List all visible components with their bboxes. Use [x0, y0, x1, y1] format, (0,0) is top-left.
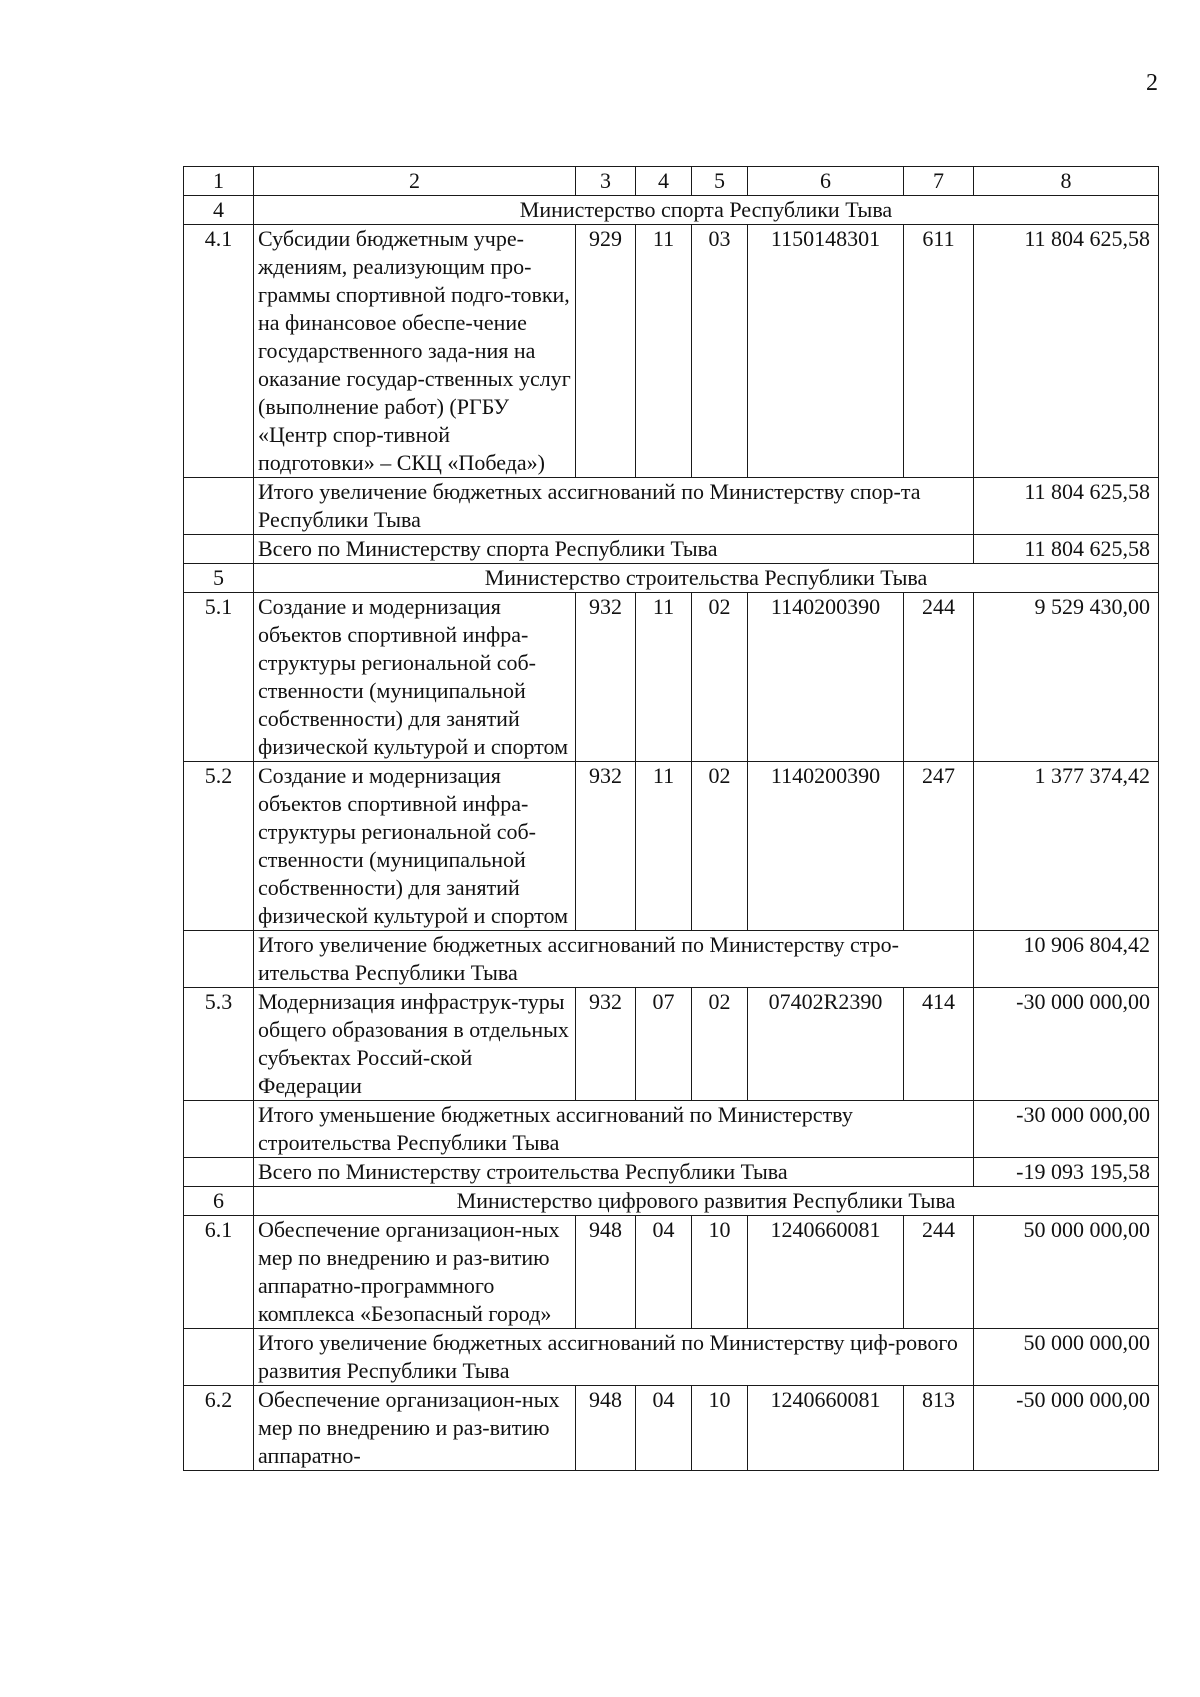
row-number: 6.1: [184, 1216, 254, 1329]
column-header: 8: [974, 167, 1159, 196]
subtotal-row: [184, 1101, 1159, 1158]
subtotal-amount: 11 804 625,58: [974, 478, 1159, 535]
cell-code: 1150148301: [748, 225, 904, 478]
empty-cell: [184, 1329, 254, 1386]
row-number: 5.1: [184, 593, 254, 762]
total-amount: 11 804 625,58: [974, 535, 1159, 564]
cell-amount: 9 529 430,00: [974, 593, 1159, 762]
cell-code: 929: [576, 225, 636, 478]
cell-code: 244: [904, 593, 974, 762]
cell-code: 11: [636, 762, 692, 931]
cell-amount: 11 804 625,58: [974, 225, 1159, 478]
cell-amount: 1 377 374,42: [974, 762, 1159, 931]
subtotal-row: [184, 478, 1159, 535]
row-description: Модернизация инфраструк-туры общего образования в отдельных субъектах Россий-ской Федерации: [254, 988, 576, 1101]
cell-amount: -50 000 000,00: [974, 1386, 1159, 1471]
total-row: [184, 1158, 1159, 1187]
table-row: [184, 593, 1159, 762]
total-row: [184, 535, 1159, 564]
cell-code: 1140200390: [748, 762, 904, 931]
row-description: Обеспечение организацион-ных мер по внедрению и раз-витию аппаратно-программного комплекса «Безопасный город»: [254, 1216, 576, 1329]
cell-code: 11: [636, 225, 692, 478]
cell-code: 10: [692, 1386, 748, 1471]
section-number: 4: [184, 196, 254, 225]
budget-table: [183, 166, 1159, 1471]
row-description: Субсидии бюджетным учре-ждениям, реализующим про-граммы спортивной подго-товки, на финансовое обеспе-чение государственного зада-ния на оказание государ-ственных услуг (выполнение работ) (РГБУ «Центр спор-тивной подготовки» – СКЦ «Победа»): [254, 225, 576, 478]
cell-amount: -30 000 000,00: [974, 988, 1159, 1101]
column-header: 7: [904, 167, 974, 196]
cell-amount: 50 000 000,00: [974, 1216, 1159, 1329]
row-number: 6.2: [184, 1386, 254, 1471]
table-row: [184, 988, 1159, 1101]
cell-code: 932: [576, 762, 636, 931]
subtotal-amount: -30 000 000,00: [974, 1101, 1159, 1158]
section-title: Министерство строительства Республики Тыва: [254, 564, 1159, 593]
section-title: Министерство спорта Республики Тыва: [254, 196, 1159, 225]
subtotal-label: Итого увеличение бюджетных ассигнований по Министерству спор-та Республики Тыва: [254, 478, 974, 535]
cell-code: 1240660081: [748, 1386, 904, 1471]
table-row: [184, 225, 1159, 478]
subtotal-amount: 50 000 000,00: [974, 1329, 1159, 1386]
column-header: 5: [692, 167, 748, 196]
subtotal-row: [184, 1329, 1159, 1386]
subtotal-label: Итого уменьшение бюджетных ассигнований по Министерству строительства Республики Тыва: [254, 1101, 974, 1158]
cell-code: 11: [636, 593, 692, 762]
empty-cell: [184, 1101, 254, 1158]
cell-code: 07402R2390: [748, 988, 904, 1101]
column-header: 1: [184, 167, 254, 196]
empty-cell: [184, 1158, 254, 1187]
cell-code: 247: [904, 762, 974, 931]
table-row: [184, 1216, 1159, 1329]
cell-code: 948: [576, 1386, 636, 1471]
cell-code: 932: [576, 593, 636, 762]
row-number: 4.1: [184, 225, 254, 478]
subtotal-label: Итого увеличение бюджетных ассигнований по Министерству циф-рового развития Республики Тыва: [254, 1329, 974, 1386]
subtotal-label: Итого увеличение бюджетных ассигнований по Министерству стро-ительства Республики Тыва: [254, 931, 974, 988]
cell-code: 948: [576, 1216, 636, 1329]
column-header: 2: [254, 167, 576, 196]
subtotal-row: [184, 931, 1159, 988]
empty-cell: [184, 931, 254, 988]
row-description: Создание и модернизация объектов спортивной инфра-структуры региональной соб-ственности (муниципальной собственности) для занятий физической культурой и спортом: [254, 762, 576, 931]
section-title: Министерство цифрового развития Республики Тыва: [254, 1187, 1159, 1216]
total-label: Всего по Министерству строительства Республики Тыва: [254, 1158, 974, 1187]
cell-code: 04: [636, 1216, 692, 1329]
row-number: 5.2: [184, 762, 254, 931]
section-number: 6: [184, 1187, 254, 1216]
cell-code: 02: [692, 988, 748, 1101]
total-label: Всего по Министерству спорта Республики Тыва: [254, 535, 974, 564]
cell-code: 10: [692, 1216, 748, 1329]
total-amount: -19 093 195,58: [974, 1158, 1159, 1187]
row-description: Обеспечение организацион-ных мер по внедрению и раз-витию аппаратно-: [254, 1386, 576, 1471]
column-header: 4: [636, 167, 692, 196]
cell-code: 1240660081: [748, 1216, 904, 1329]
subtotal-amount: 10 906 804,42: [974, 931, 1159, 988]
section-row: [184, 564, 1159, 593]
cell-code: 04: [636, 1386, 692, 1471]
row-number: 5.3: [184, 988, 254, 1101]
cell-code: 07: [636, 988, 692, 1101]
empty-cell: [184, 535, 254, 564]
cell-code: 02: [692, 593, 748, 762]
section-number: 5: [184, 564, 254, 593]
cell-code: 02: [692, 762, 748, 931]
table-row: [184, 1386, 1159, 1471]
table-row: [184, 762, 1159, 931]
column-header: 6: [748, 167, 904, 196]
cell-code: 244: [904, 1216, 974, 1329]
empty-cell: [184, 478, 254, 535]
cell-code: 611: [904, 225, 974, 478]
section-row: [184, 1187, 1159, 1216]
cell-code: 1140200390: [748, 593, 904, 762]
column-header: 3: [576, 167, 636, 196]
row-description: Создание и модернизация объектов спортивной инфра-структуры региональной соб-ственности (муниципальной собственности) для занятий физической культурой и спортом: [254, 593, 576, 762]
cell-code: 932: [576, 988, 636, 1101]
cell-code: 03: [692, 225, 748, 478]
page-number: 2: [1146, 70, 1158, 96]
cell-code: 813: [904, 1386, 974, 1471]
column-header-row: [184, 167, 1159, 196]
cell-code: 414: [904, 988, 974, 1101]
section-row: [184, 196, 1159, 225]
